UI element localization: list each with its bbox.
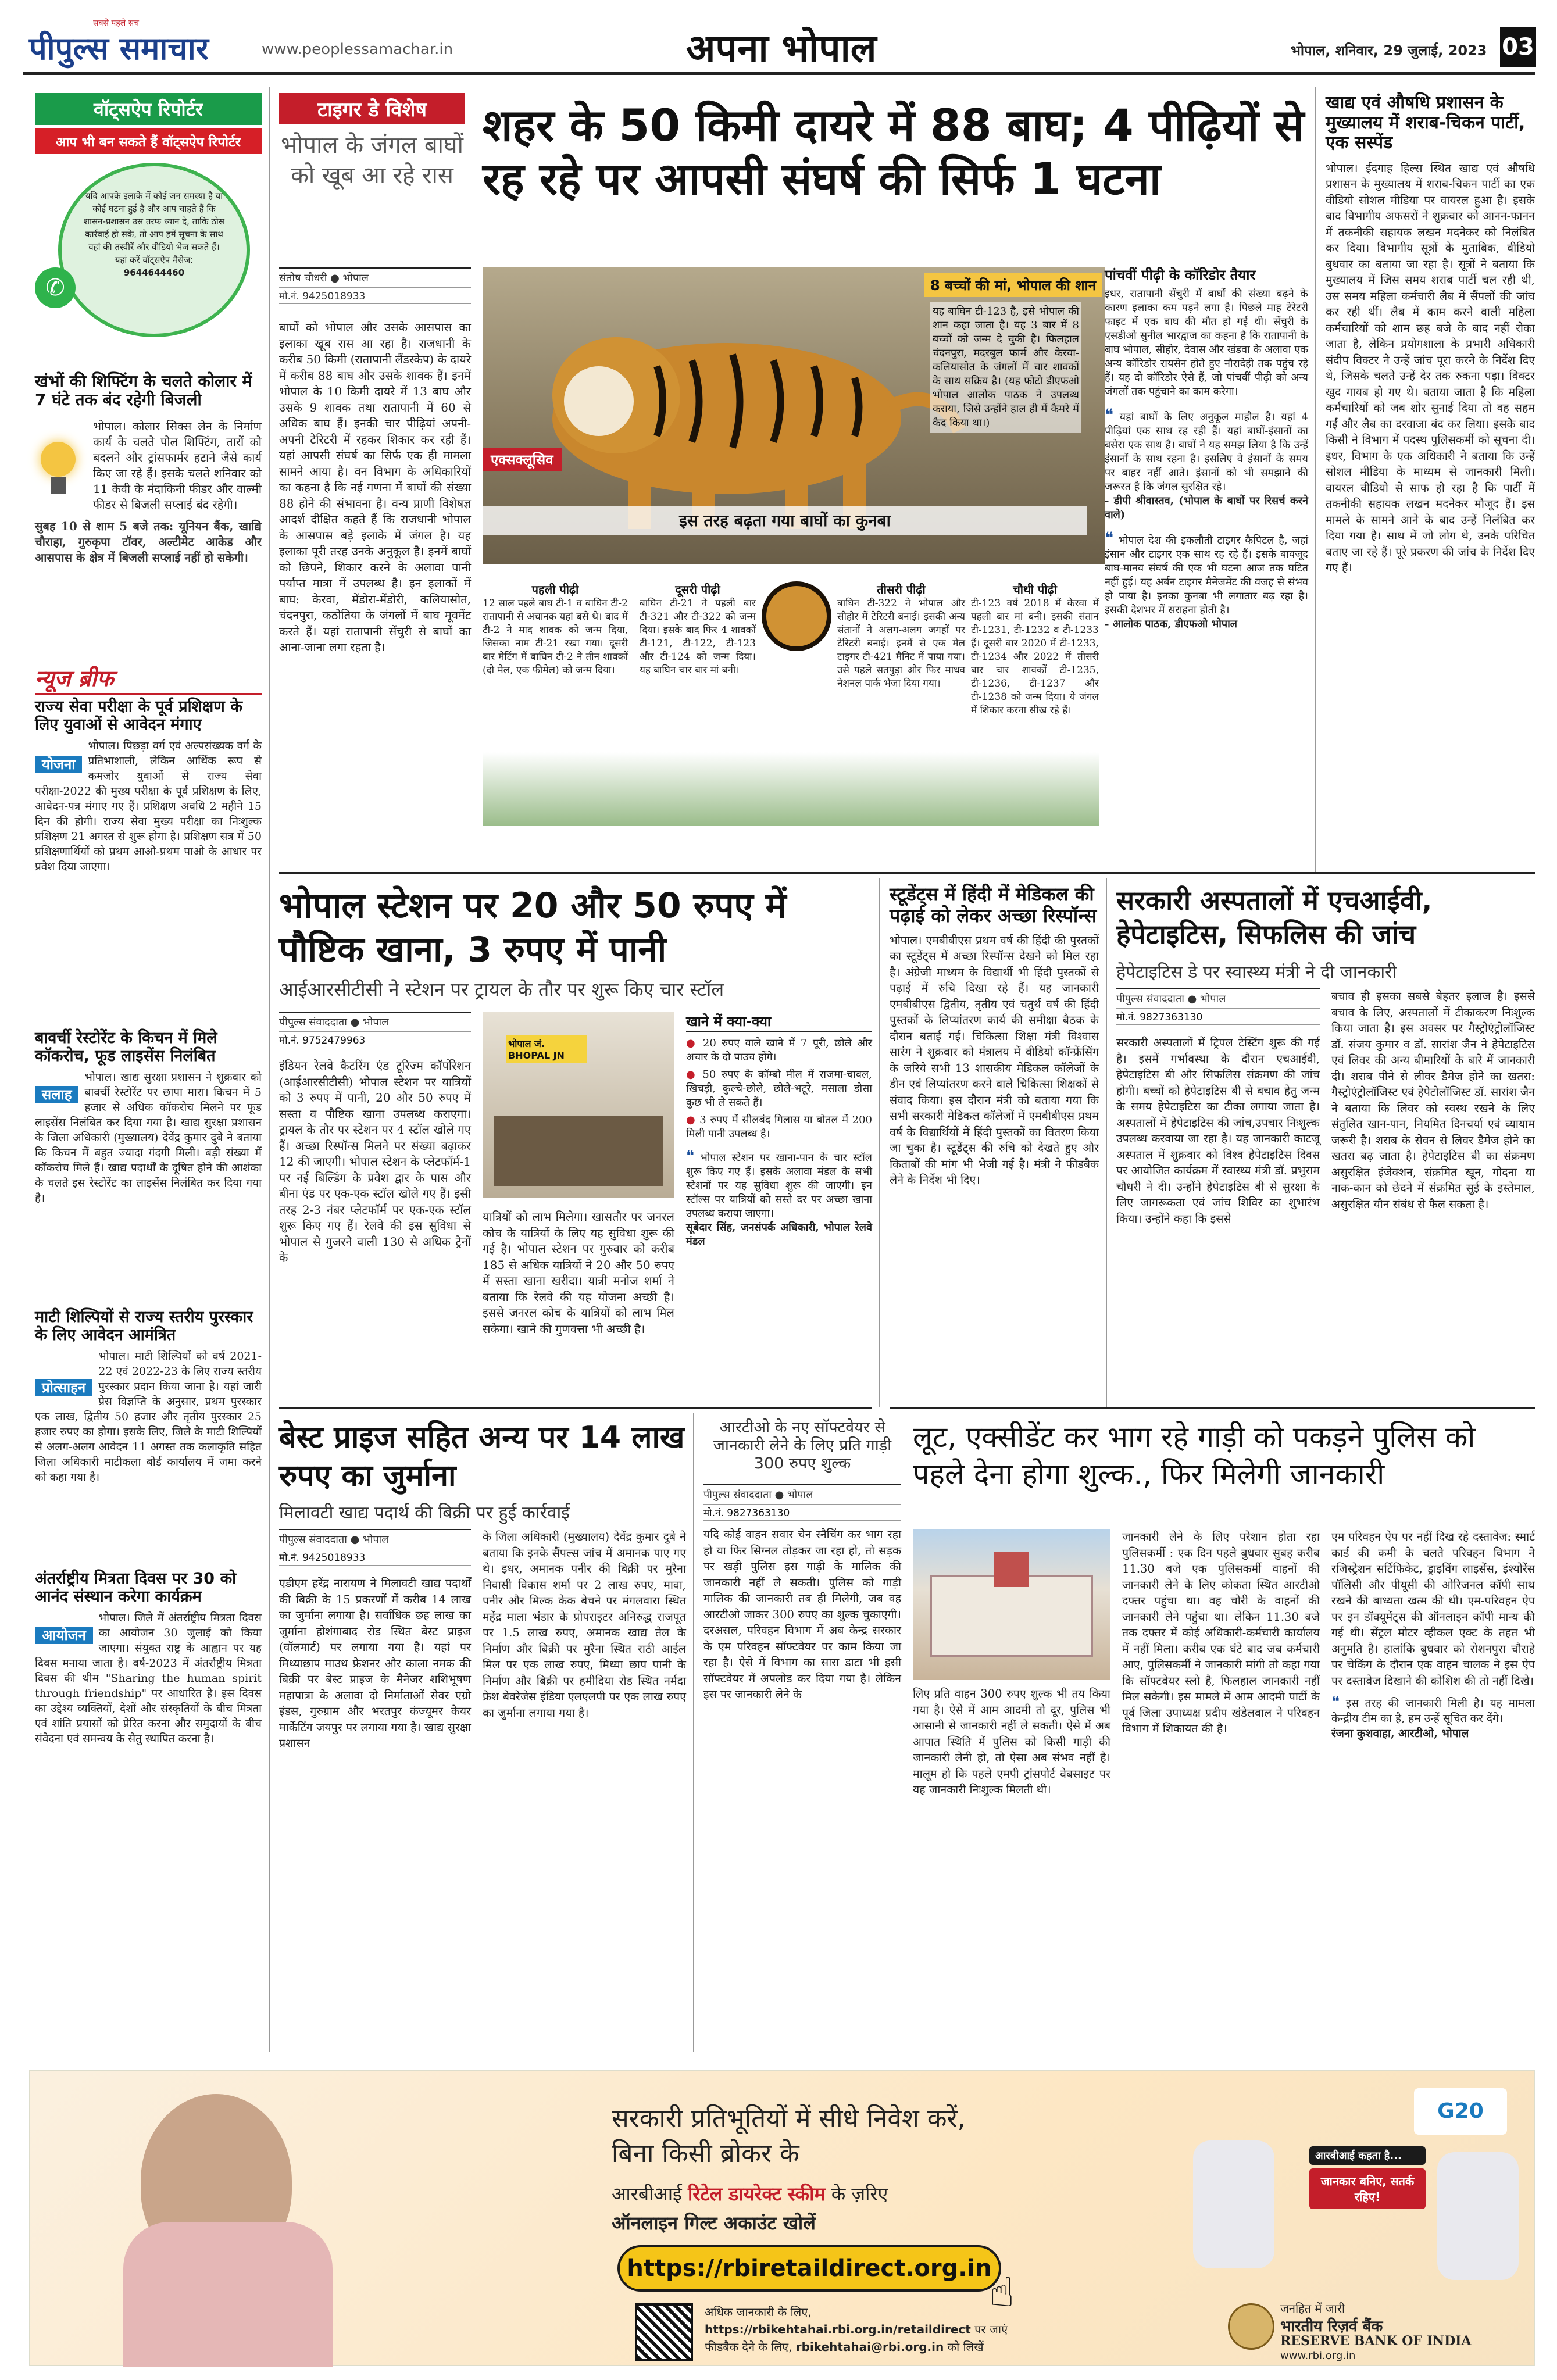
loot-body-1: जानकारी लेने के लिए परेशान होता रहा पुलिसकर्मी : एक दिन पहले बुधवार सुबह करीब 11.30 बजे एक पुलिसकर्मी वाहनों की जानकारी लेने के लिए कोकता स्थित आरटीओ दफ्तर पहुंचा था। वह चोरी के वाहनों की जानकारी लेने पहुंचा था। लेकिन 11.30 बजे तक दफ्तर में कोई अधिकारी-कर्मचारी कार्यालय में नहीं मिला। करीब एक घंटे बाद जब कर्मचारी आए, पुलिसकर्मी ने जानकारी मांगी तो कहा गया कि सॉफ्टवेयर स्लो है, फिलहाल जानकारी नहीं मिल सकेगी। इस मामले में आम आदमी पार्टी के पूर्व जिला उपाध्यक्ष प्रदीप खंडेलवाल ने परिवहन विभाग में शिकायत की है।: [1122, 1530, 1320, 1735]
masthead: [23, 17, 1535, 70]
hospitals-byline: [1116, 988, 1320, 1025]
tiger-byline: [279, 267, 471, 304]
station-body-1: इंडियन रेलवे कैटरिंग एंड टूरिज्म कॉर्पोरेशन (आईआरसीटीसी) भोपाल स्टेशन पर यात्रियों को 3 रुपए में पानी, 20 और 50 रुपए में सस्ता व पौष्टिक खाना उपलब्ध कराएगा। ट्रायल के तौर पर स्टेशन पर 4 स्टॉल खोले गए हैं। अच्छा रिस्पॉन्स मिलने पर संख्या बढ़ाकर 12 की जाएगी। भोपाल स्टेशन के प्लेटफॉर्म-1 पर नई बिल्डिंग के प्रवेश द्वार के पास और बीना एंड पर एक-एक स्टॉल खोले गए हैं। इसी तरह 2-3 नंबर प्लेटफॉर्म पर एक-एक स्टॉल शुरू किए गए हैं। रेलवे की इस सुविधा से भोपाल से गुजरने वाली 130 से अधिक ट्रेनों के: [279, 1059, 471, 1264]
rbi-mascot-right: [1437, 2152, 1519, 2280]
masthead-url[interactable]: www.peoplessamachar.in: [262, 41, 453, 58]
ad-line3: आरबीआई रिटेल डायरेक्ट स्कीम के ज़रिए: [612, 2183, 888, 2205]
ad-more-info: अधिक जानकारी के लिए, https://rbikehtahai.rbi.org.in/retaildirect पर जाएं फीडबैक देने के लिए, rbikehtahai@rbi.org.in को लिखें: [705, 2305, 1008, 2354]
hospitals-byline-name: पीपुल्स संवाददाता ● भोपाल: [1116, 988, 1320, 1009]
section-title: अपना भोपाल: [686, 26, 877, 71]
tiger-kicker: [279, 93, 465, 191]
brief-cockroach-body: सलाह भोपाल। खाद्य सुरक्षा प्रशासन ने शुक्रवार को बावर्ची रेस्टोरेंट पर छापा मारा। किचन में 5 हजार से अधिक कॉकरोच मिलने पर फूड लाइसेंस निलंबित कर दिया गया है। खाद्य सुरक्षा प्रशासन के जिला अधिकारी (मुख्यालय) देवेंद्र कुमार दुबे ने बताया कि किचन में बहुत ज्यादा गंदगी मिली। बड़ी संख्या में कॉकरोच मिले हैं। खाद्य पदार्थों के दूषित होने की आशंका के चलते इस रेस्टोरेंट का लाइसेंस निलंबित कर दिया गया है।: [35, 1071, 262, 1205]
ad-line4: ऑनलाइन गिल्ट अकाउंट खोलें: [612, 2212, 816, 2234]
whatsapp-bubble: यदि आपके इलाके में कोई जन समस्या है या कोई घटना हुई है और आप चाहते हैं कि शासन-प्रशासन उस तरफ ध्यान दे, ताकि ठोस कार्रवाई हो सके, तो आप हमें सूचना के साथ वहां की तस्वीरें और वीडियो भेज सकते हैं। यहां करें वॉट्सऐप मैसेज: 9644644460: [58, 163, 250, 337]
hospitals-body-2: बचाव ही इसका सबसे बेहतर इलाज है। इससे बचाव के लिए, अस्पतालों में टीकाकरण निःशुल्क किया जाता है। इस अवसर पर गैस्ट्रोएंट्रोलॉजिस्ट डॉ. संजय कुमार व डॉ. सारांश जैन ने हेपेटाइटिस एवं लिवर की अन्य बीमारियों के बारे में जानकारी दी। शराब पीने से लीवर डैमेज होने का खतरा: गैस्ट्रोएंट्रोलॉजिस्ट एवं हेपेटोलॉजिस्ट डॉ. सारांश जैन ने बताया कि लिवर को स्वस्थ रखने के लिए संतुलित खान-पान, नियमित दिनचर्या एवं व्यायाम जरूरी है। शराब के सेवन से लिवर डैमेज होने का खतरा बढ़ जाता है। हेपेटाइटिस बी का संक्रमण असुरक्षित इंजेक्शन, संक्रमित खून, गोदना या नाक-कान को छेदने में संक्रमित सुई के इस्तेमाल, असुरक्षित यौन संबंध से फैल सकता है।: [1331, 989, 1535, 1211]
exclusive-badge: एक्सक्लूसिव: [483, 448, 562, 471]
gen-2: [640, 581, 756, 677]
tiger-photo-text: यह बाघिन टी-123 है, इसे भोपाल की शान कहा जाता है। यह 3 बार में 8 बच्चों को जन्म दे चुकी है। फिलहाल चंदनपुरा, मदरबुल फार्म और केरवा-कलियासोत के जंगलों में चार शावकों के साथ सक्रिय है। (यह फोटो डीएफओ भोपाल आलोक पाठक ने उपलब्ध कराया, जिसे उन्होंने हाल ही में कैमरे में कैद किया था।): [930, 302, 1081, 433]
station-quote: ❝ भोपाल स्टेशन पर खाना-पान के चार स्टॉल शुरू किए गए हैं। इसके अलावा मंडल के सभी स्टेशनों पर यह सुविधा शुरू की जाएगी। इन स्टॉल्स पर यात्रियों को सस्ते दर पर अच्छा खाना उपलब्ध कराया जाएगा। सूबेदार सिंह, जनसंपर्क अधिकारी, भोपाल रेलवे मंडल: [686, 1148, 872, 1248]
bulb-icon: [41, 442, 81, 506]
station-headline: भोपाल स्टेशन पर 20 और 50 रुपए में पौष्टिक खाना, 3 रुपए में पानी: [279, 885, 787, 970]
fine-byline-mobile: मो.नं. 9425018933: [279, 1549, 471, 1566]
brief-cockroach-headline: बावर्ची रेस्टोरेंट के किचन में मिले कॉकरोच, फूड लाइसेंस निलंबित: [35, 1029, 217, 1066]
gen-2-label: दूसरी पीढ़ी: [675, 583, 720, 596]
rbi-issued-label: जनहित में जारी: [1280, 2302, 1345, 2315]
gen-1-label: पहली पीढ़ी: [531, 583, 579, 596]
loot-headline: लूट, एक्सीडेंट कर भाग रहे गाड़ी को पकड़ने पुलिस को पहले देना होगा शुल्क., फिर मिलेगी जानकारी: [913, 1420, 1476, 1491]
ad-pointer-icon: ☝: [990, 2268, 1015, 2316]
rto-story: [703, 1418, 901, 1703]
rto-body: यदि कोई वाहन सवार चेन स्नैचिंग कर भाग रहा हो या फिर सिग्नल तोड़कर जा रहा हो, तो सड़क पर खड़ी पुलिस इस गाड़ी के मालिक की जानकारी नहीं ले सकती। पुलिस को गाड़ी मालिक की जानकारी तब ही मिलेगी, जब वह आरटीओ जाकर 300 रुपए का शुल्क चुकाएगी। दरअसल, परिवहन विभाग में अब केन्द्र सरकार के एम परिवहन सॉफ्टवेयर पर काम किया जा रहा है। ऐसे में विभाग का सारा डाटा भी इसी सॉफ्टवेयर में अपलोड कर दिया गया है। लेकिन इस पर जानकारी लेने के: [703, 1528, 901, 1702]
whatsapp-subtitle: आप भी बन सकते हैं वॉट्सऐप रिपोर्टर: [35, 128, 262, 154]
rbi-emblem: [1228, 2303, 1274, 2350]
station-byline-name: पीपुल्स संवाददाता ● भोपाल: [279, 1012, 471, 1032]
brief-cockroach: [35, 1029, 262, 1206]
loot-quote: ❝ इस तरह की जानकारी मिली है। यह मामला केन्द्रीय टीम का है, हम उन्हें सूचित कर देंगे। रंजना कुशवाहा, आरटीओ, भोपाल: [1331, 1693, 1535, 1740]
whatsapp-title: वॉट्सऐप रिपोर्टर: [35, 93, 262, 125]
station-box-item: ● 50 रुपए के कॉम्बो मील में राजमा-चावल, खिचड़ी, कुल्चे-छोले, छोले-भटूरे, मसाला डोसा कुछ भी ले सकते हैं।: [686, 1068, 872, 1110]
rbi-advertisement: [29, 2070, 1535, 2366]
ad-bubble-line1: आरबीआई कहता है...: [1309, 2146, 1426, 2165]
gen-4: [971, 581, 1099, 717]
brief-artisans-tag: प्रोत्साहन: [35, 1379, 92, 1396]
tiger-photo-tag: 8 बच्चों की मां, भोपाल की शान: [924, 273, 1102, 297]
electricity-headline: खंभों की शिफ्टिंग के चलते कोलार में 7 घंटे तक बंद रहेगी बिजली: [35, 371, 252, 410]
hospitals-body-1: सरकारी अस्पतालों में ट्रिपल टेस्टिंग शुरू की गई है। इसमें गर्भावस्था के दौरान एचआईवी, हेपेटाइटिस बी और सिफलिस संक्रमण की जांच होगी। बच्चों को हेपेटाइटिस बी से बचाव हेतु जन्म के समय हेपेटाइटिस का टीका लगाया जाता है। अस्पतालों में हेपेटाइटिस की जांच,उपचार निःशुल्क उपलब्ध करवाया जा रहा है। यह जानकारी काटजू अस्पताल में शुक्रवार को विश्व हेपेटाइटिस दिवस पर आयोजित कार्यक्रम में स्वास्थ्य मंत्री डॉ. प्रभुराम चौधरी ने दी। उन्होंने हेपेटाइटिस बी से सुरक्षा के लिए जागरूकता एवं जांच शिविर का शुभारंभ किया। उन्होंने कहा कि इससे: [1116, 1036, 1320, 1225]
corridor-box: [1105, 267, 1308, 631]
hospitals-headline: सरकारी अस्पतालों में एचआईवी, हेपेटाइटिस, सिफलिस की जांच: [1116, 885, 1433, 950]
fine-byline: [279, 1529, 471, 1566]
rbi-name-english: RESERVE BANK OF INDIA: [1280, 2333, 1472, 2349]
brief-friendship-body: आयोजन भोपाल। जिले में अंतर्राष्ट्रीय मित्रता दिवस का आयोजन 30 जुलाई को किया जाएगा। संयुक्त राष्ट्र के आह्वान पर यह दिवस मनाया जाता है। वर्ष-2023 में अंतर्राष्ट्रीय मित्रता दिवस की थीम "Sharing the human spirit through friendship" पर आधारित है। इस दिवस का उद्देश्य व्यक्तियों, देशों और संस्कृतियों के बीच मित्रता एवं शांति प्रयासों को प्रेरित करना और समुदायों के बीच संवेदना एवं समन्वय के सेतु स्थापित करना है।: [35, 1611, 262, 1746]
fine-deck: मिलावटी खाद्य पदार्थ की बिक्री पर हुई कार्रवाई: [279, 1503, 570, 1523]
brief-exam-body: योजना भोपाल। पिछड़ा वर्ग एवं अल्पसंख्यक वर्ग के प्रतिभाशाली, लेकिन आर्थिक रूप से कमजोर युवाओं से राज्य सेवा परीक्षा-2022 की मुख्य परीक्षा के पूर्व प्रशिक्षण के लिए, आवेदन-पत्र मंगाए गए हैं। प्रशिक्षण अवधि 2 महीने 15 दिन की होगी। राज्य सेवा मुख्य परीक्षा का निःशुल्क प्रशिक्षण 21 अगस्त से शुरू होगा है। प्रशिक्षण सत्र में 50 प्रशिक्षणार्थियों को प्रथम आओ-प्रथम पाओ के आधार पर प्रवेश दिया जाएगा।: [35, 739, 262, 874]
photo-caption: इस तरह बढ़ता गया बाघों का कुनबा: [483, 506, 1087, 535]
students-story: [890, 884, 1099, 1188]
brief-friendship-tag: आयोजन: [35, 1627, 93, 1644]
station-box-title: खाने में क्या-क्या: [686, 1012, 872, 1032]
brief-cockroach-tag: सलाह: [35, 1086, 78, 1103]
tiger-face-icon: [762, 581, 831, 651]
quote-srivastava: ❝ यहां बाघों के लिए अनुकूल माहौल है। यहां 4 पीढ़ियां एक साथ रह रही हैं। यहां बाघों-इंसानों का बसेरा एक साथ है। बाघों ने यह समझ लिया है कि उन्हें इंसानों के साथ रहना है। इसलिए वे इंसानों के समय पर बाहर नहीं आते। इंसानों को भी समझाने की जरूरत है कि जंगल सुरक्षित रहे। - डीपी श्रीवास्तव, (भोपाल के बाघों पर रिसर्च करने वाले): [1105, 405, 1308, 521]
generations: [483, 581, 1099, 826]
ad-bubble-line2: जानकार बनिए, सतर्क रहिए!: [1309, 2168, 1426, 2209]
station-byline-mobile: मो.नं. 9752479963: [279, 1032, 471, 1048]
ad-more-url[interactable]: https://rbikehtahai.rbi.org.in/retaildirect: [705, 2322, 971, 2336]
gen-3-text: बाघिन टी-322 ने भोपाल और सीहोर में टेरिटरी बनाई। इसकी अन्य संतानों ने अलग-अलग जगहों पर टेरिटरी बनाई। इनमें से एक मेल टाइगर टी-421 मैनिट में पाया गया। उसे पहले सतपुड़ा और फिर माधव नेशनल पार्क भेजा दिया गया।: [837, 598, 965, 689]
masthead-tagline: सबसे पहले सच: [93, 19, 140, 28]
electricity-note: सुबह 10 से शाम 5 बजे तक: यूनियन बैंक, खाद्यि चौराहा, गुरुकृपा टॉवर, अल्टीमेट आकेड और आसपास के क्षेत्र में बिजली सप्लाई नहीं हो सकेगी।: [35, 519, 262, 565]
tiger-headline: शहर के 50 किमी दायरे में 88 बाघ; 4 पीढ़ियों से रह रहे पर आपसी संघर्ष की सिर्फ 1 घटना: [483, 99, 1305, 205]
brief-friendship: [35, 1570, 262, 1746]
brief-artisans-body: प्रोत्साहन भोपाल। माटी शिल्पियों को वर्ष 2021-22 एवं 2022-23 के लिए राज्य स्तरीय पुरस्कार प्रदान किया जाना है। यहां जारी प्रेस विज्ञप्ति के अनुसार, प्रथम पुरस्कार एक लाख, द्वितीय 50 हजार और तृतीय पुरस्कार 25 हजार रुपए का होगा। इसके लिए, जिले के माटी शिल्पियों से अलग-अलग आवेदन 11 अगस्त तक कलाकृति सहित जिला अधिकारी माटीकला बोर्ड कार्यालय में जमा करने को कहा गया है।: [35, 1350, 262, 1484]
station-byline: [279, 1012, 471, 1048]
gen-2-text: बाघिन टी-21 ने पहली बार टी-321 और टी-322 को जन्म दिया। इसके बाद फिर 4 शावकों टी-121, टी-122, टी-123 और टी-124 को जन्म दिया। यह बाघिन चार बार मां बनी।: [640, 598, 756, 676]
station-photo: [483, 1012, 674, 1198]
station-sign: भोपाल जं. BHOPAL JN: [506, 1035, 587, 1063]
gen-4-label: चौथी पीढ़ी: [1013, 583, 1057, 596]
issue-date: भोपाल, शनिवार, 29 जुलाई, 2023: [1291, 42, 1487, 59]
brief-friendship-headline: अंतर्राष्ट्रीय मित्रता दिवस पर 30 को आनंद संस्थान करेगा कार्यक्रम: [35, 1570, 237, 1606]
rbi-mascot-left: [1193, 2140, 1274, 2268]
rto-body-2: लिए प्रति वाहन 300 रुपए शुल्क भी तय किया गया है। ऐसे में आम आदमी तो दूर, पुलिस भी आसानी से जानकारी नहीं ले सकती। ऐसे में अब आपात स्थिति में पुलिस को किसी गाड़ी की जानकारी लेनी हो, तो ऐसा अब संभव नहीं है। मालूम हो कि पहले एमपी ट्रांसपोर्ट वेबसाइट पर यह जानकारी निःशुल्क मिलती थी।: [913, 1687, 1110, 1796]
rbi-name-hindi: भारतीय रिज़र्व बैंक: [1280, 2318, 1383, 2335]
tiger-byline-name: संतोष चौधरी ● भोपाल: [279, 267, 471, 288]
brief-exam-headline: राज्य सेवा परीक्षा के पूर्व प्रशिक्षण के लिए युवाओं से आवेदन मंगाए: [35, 698, 242, 734]
tiger-kicker-sub: भोपाल के जंगल बाघों को खूब आ रहे रास: [280, 132, 464, 189]
rbi-url[interactable]: www.rbi.org.in: [1280, 2350, 1356, 2362]
tiger-kicker-label: टाइगर डे विशेष: [279, 93, 465, 124]
station-box: [686, 1012, 872, 1249]
food-safety-headline: खाद्य एवं औषधि प्रशासन के मुख्यालय में शराब-चिकन पार्टी, एक सस्पेंड: [1326, 92, 1526, 153]
station-box-list: [686, 1037, 872, 1141]
food-safety-story: [1326, 93, 1535, 576]
rto-byline-mobile: मो.नं. 9827363130: [703, 1505, 901, 1521]
whatsapp-reporter-box: [35, 93, 262, 355]
tiger-body: बाघों को भोपाल और उसके आसपास का इलाका खूब रास आ रहा है। राजधानी के करीब 50 किमी (रातापानी लैंडस्केप) के दायरे में करीब 88 बाघ और उसके शावक हैं। इनमें भोपाल के 10 किमी दायरे में 13 बाघ और उसके 9 शावक तथा रातापानी में 60 से अधिक बाघ हैं। इनकी चार पीढ़ियां अपनी-अपनी टेरिटरी में रहकर शिकार कर रही हैं। यहां आपसी संघर्ष का सिर्फ एक ही मामला सामने आया है। वन विभाग के अधिकारियों का कहना है कि नई गणना में बाघों की संख्या 88 होने की संभावना है। वन्य प्राणी विशेषज्ञ आदर्श दीक्षित कहते हैं कि राजधानी भोपाल के आसपास बड़े इलाके में जंगल है। यह इलाका पूरी तरह उनके अनुकूल है। इनमें बाघों को छिपने, शिकार करने के अलावा पानी पर्याप्त मात्रा में उपलब्ध है। इन इलाकों में बाघ: केरवा, मेंडोरा-मेंडोरी, कलियासोत, चंदनपुरा, कठोतिया के जंगलों में बाघ मूवमेंट करते हैं। यहां रातापानी सेंचुरी से बाघों का आना-जाना लगा रहता है।: [279, 320, 471, 654]
news-brief-title: न्यूज ब्रीफ: [35, 663, 262, 695]
fine-body-2: के जिला अधिकारी (मुख्यालय) देवेंद्र कुमार दुबे ने बताया कि इनके सैंपल्स जांच में अमानक पाए गए थे। इधर, अमानक पनीर की बिक्री पर मुरैना निवासी विकास शर्मा पर 2 लाख रुपए, मावा, पनीर और मिल्क केक बेचने पर मंगलवारा स्थित महेंद्र माला भंडार के प्रोपराइटर अनिरुद्ध राजपूत पर 1.5 लाख रुपए, अमानक खाद्य तेल के निर्माण और बिक्री पर मुरैना स्थित राठी आईल मिल पर एक लाख रुपए, मिथ्या छाप पानी के निर्माण और बिक्री पर हमीदिया रोड स्थित नर्मदा फ्रेश बेवरेजेस इंडिया एलएलपी पर एक लाख रुपए का जुर्माना लगाया गया है।: [483, 1530, 686, 1720]
electricity-story: [35, 372, 262, 566]
gen-1: [483, 581, 628, 677]
gen-3: [837, 581, 965, 691]
corridor-headline: पांचवीं पीढ़ी के कॉरिडोर तैयार: [1105, 267, 1256, 283]
ad-qr-code[interactable]: [635, 2303, 693, 2361]
brief-exam: [35, 698, 262, 874]
ad-line1: सरकारी प्रतिभूतियों में सीधे निवेश करें,: [612, 2104, 966, 2134]
ad-person-photo: [53, 2082, 426, 2367]
students-headline: स्टूडेंट्स में हिंदी में मेडिकल की पढ़ाई को लेकर अच्छा रिस्पॉन्स: [890, 883, 1097, 927]
fine-body-1: एडीएम हरेंद्र नारायण ने मिलावटी खाद्य पदार्थों की बिक्री के 15 प्रकरणों में करीब 14 लाख का जुर्माना लगाया है। सर्वाधिक छह लाख का जुर्माना होशंगाबाद रोड स्थित बेस्ट प्राइज (वॉलमार्ट) पर लगाया गया है। यहां पर मिथ्याछाप माउथ फ्रेशनर और काला नमक की बिक्री पर बेस्ट प्राइज के मैनेजर शशिभूषण महापात्रा के अलावा दो निर्माताओं सेवर एग्रो इंडस, गुरुग्राम और भरतपुर कंज्यूमर केयर मार्केटिंग जयपुर पर लगाया गया है। खाद्य सुरक्षा प्रशासन: [279, 1577, 471, 1750]
whatsapp-phone-icon: ✆: [35, 267, 76, 308]
loot-col-3: [1331, 1529, 1535, 1741]
brief-exam-tag: योजना: [35, 756, 82, 773]
gen-1-text: 12 साल पहले बाघ टी-1 व बाघिन टी-2 रातापानी से अचानक यहां बसे थे। बाद में टी-2 ने माद शावक को जन्म दिया, जिसका नाम टी-21 रखा गया। दूसरी बार मेटिंग में बाघिन टी-2 ने तीन शावकों (दो मेल, एक फीमेल) को जन्म दिया।: [483, 598, 628, 676]
station-body-2: यात्रियों को लाभ मिलेगा। खासतौर पर जनरल कोच के यात्रियों के लिए यह सुविधा शुरू की गई है। भोपाल स्टेशन पर गुरुवार को करीब 185 से अधिक यात्रियों ने 20 और 50 रुपए में सस्ता खाना खरीदा। यात्री मनोज शर्मा ने बताया कि रेलवे की यह योजना अच्छी है। इससे जनरल कोच के यात्रियों को लाभ मिल सकेगा। खाने की गुणवत्ता भी अच्छी है।: [483, 1210, 674, 1336]
electricity-body: भोपाल। कोलार सिक्स लेन के निर्माण कार्य के चलते पोल शिफ्टिंग, तारों को बदलने और ट्रांसफार्मर हटाने जैसे कार्य किए जा रहे हैं। इसके चलते शनिवार को 11 केवी के मंदाकिनी फीडर और वाल्मी फीडर से बिजली सप्लाई बंद रहेगी।: [93, 419, 262, 512]
hospitals-byline-mobile: मो.नं. 9827363130: [1116, 1009, 1320, 1025]
station-deck: आईआरसीटीसी ने स्टेशन पर ट्रायल के तौर पर शुरू किए चार स्टॉल: [279, 978, 724, 1000]
students-body: भोपाल। एमबीबीएस प्रथम वर्ष की हिंदी की पुस्तकों का स्टूडेंट्स में अच्छा रिस्पॉन्स देखने को मिल रहा है। अंग्रेजी माध्यम के विद्यार्थी भी हिंदी पुस्तकों से पढ़ाई में रुचि दिखा रहे हैं। यह जानकारी एमबीबीएस द्वितीय, तृतीय एवं चतुर्थ वर्ष की हिंदी पुस्तकों के लिप्यांतरण कार्य की समीक्षा बैठक के दौरान बताई गई। चिकित्सा शिक्षा मंत्री विश्वास सारंग ने शुक्रवार को मंत्रालय में वीडियो कॉन्फ्रेंसिंग के जरिये सभी 13 शासकीय मेडिकल कॉलेजों के डीन एवं लिप्यांतरण करने वाले चिकित्सा शिक्षकों से संवाद किया। इस दौरान मंत्री को बताया गया कि सभी सरकारी मेडिकल कॉलेजों में एमबीबीएस प्रथम वर्ष के विद्यार्थियों में हिंदी पुस्तकों का वितरण किया जा चुका है। स्टूडेंट्स की रुचि को देखते हुए और किताबों की मांग भी भेजी गई है। मंत्री ने फीडबैक लेने के निर्देश भी दिए।: [890, 933, 1099, 1187]
corridor-body: इधर, रातापानी सेंचुरी में बाघों की संख्या बढ़ने के कारण इलाका कम पड़ने लगा है। पिछले माह टेरेटरी फाइट में एक बाघ की मौत हो गई थी। सेंचुरी के एसडीओ सुनील भारद्वाज का कहना है कि रातापानी के बाघ भोपाल, सीहोर, देवास और खंडवा के अलावा एक अन्य कॉरिडोर रायसेन होते हुए नौरादेही तक पहुंच रहे हैं। यह दो कॉरिडोर ऐसे हैं, जो पांचवीं पीढ़ी को अन्य जंगलों तक पहुंचाने का काम करेगा।: [1105, 287, 1308, 398]
ad-line2: बिना किसी ब्रोकर के: [612, 2139, 799, 2168]
gen-4-text: टी-123 वर्ष 2018 में केरवा में पहली बार मां बनी। इसकी संतान टी-1231, टी-1232 व टी-1233 हैं। दूसरी बार 2020 में टी-1233, टी-1234 और 2022 में तीसरी बार चार शावकों टी-1235, टी-1236, टी-1237 और टी-1238 को जन्म दिया। ये जंगल में शिकार करना सीख रहे हैं।: [971, 598, 1099, 716]
station-box-item: ● 20 रुपए वाले खाने में 7 पूरी, छोले और अचार के दो पाउच होंगे।: [686, 1037, 872, 1064]
rto-office-photo: [913, 1529, 1110, 1680]
fine-byline-name: पीपुल्स संवाददाता ● भोपाल: [279, 1529, 471, 1549]
ad-url-button[interactable]: https://rbiretaildirect.org.in: [617, 2245, 1001, 2292]
station-box-item: ● 3 रुपए में सीलबंद गिलास या बोतल में 200 मिली पानी उपलब्ध है।: [686, 1113, 872, 1141]
loot-body-2: एम परिवहन ऐप पर नहीं दिख रहे दस्तावेज: स्मार्ट कार्ड की कमी के चलते परिवहन विभाग ने रजिस्ट्रेशन सर्टिफिकेट, ड्राइविंग लाइसेंस, इंश्योरेंस पॉलिसी और पीयूसी की ओरिजनल कॉपी साथ रखने की बाध्यता खत्म की थी। एम-परिवहन ऐप पर इन डॉक्यूमेंट्स की ऑनलाइन कॉपी मान्य की गई थी। सेंट्रल मोटर व्हीकल एक्ट के तहत भी अनुमति है। हालांकि बुधवार को रोशनपुरा चौराहे पर चेकिंग के दौरान एक वाहन चालक ने इस ऐप पर दस्तावेज दिखाने की कोशिश की तो नहीं दिखे।: [1331, 1530, 1535, 1688]
gen-3-label: तीसरी पीढ़ी: [877, 583, 926, 596]
page-number: 03: [1500, 27, 1536, 67]
rto-byline-name: पीपुल्स संवाददाता ● भोपाल: [703, 1484, 901, 1505]
hospitals-deck: हेपेटाइटिस डे पर स्वास्थ्य मंत्री ने दी जानकारी: [1116, 962, 1397, 982]
ad-speech-bubble: [1309, 2146, 1426, 2209]
food-safety-body: भोपाल। ईदगाह हिल्स स्थित खाद्य एवं औषधि प्रशासन के मुख्यालय में शराब-चिकन पार्टी का एक वीडियो सोशल मीडिया पर वायरल हुआ है। इसके बाद विभागीय अफसरों ने शुक्रवार को आनन-फानन में तकनीकी सहायक लखन मदनेकर को निलंबित कर दिया। विभागीय सूत्रों के मुताबिक, वीडियो बुधवार का बताया जा रहा है। सूत्रों ने बताया कि मुख्यालय में जिस समय शराब पार्टी चल रही थी, उस समय महिला कर्मचारी लैब में सैंपलों की जांच कर रही थीं। लैब में काम करने वाली महिला कर्मचारियों को शाम छह बजे के बाद नहीं रोका जाता है, लेकिन प्रयोगशाला के प्रभारी अधिकारी संदीप विक्टर ने उन्हें जांच पूरा करने के निर्देश दिए थे, जिसके चलते उन्हें देर तक रुकना पड़ा। विक्टर खुद गायब हो गए थे। बताया जाता है कि महिला कर्मचारियों को जब शोर सुनाई दिया तो वह सहम गईं और लैब का दरवाजा बंद कर लिया। इसके बाद किसी ने विभाग में पदस्थ पुलिसकर्मी को सूचना दी। इधर, विभाग के एक अधिकारी ने बताया कि उन्हें सोशल मीडिया के माध्यम से जानकारी मिली। वायरल वीडियो से साफ हो रहा है कि पार्टी में तकनीकी सहायक लखन मदनेकर मौजूद हैं। इस मामले के सामने आने के बाद उन्हें निलंबित कर दिया गया है। साथ में जो लोग थे, उनके परिचित बताए जा रहे हैं। पूरे प्रकरण की जांच के निर्देश दिए गए हैं।: [1326, 161, 1535, 574]
rto-headline: आरटीओ के नए सॉफ्टवेयर से जानकारी लेने के लिए प्रति गाड़ी 300 रुपए शुल्क: [713, 1418, 892, 1473]
ad-feedback-email[interactable]: rbikehtahai@rbi.org.in: [795, 2340, 944, 2354]
tiger-byline-mobile: मो.नं. 9425018933: [279, 288, 471, 304]
g20-logo: G20: [1414, 2088, 1507, 2135]
fine-headline: बेस्ट प्राइज सहित अन्य पर 14 लाख रुपए का जुर्माना: [279, 1420, 685, 1493]
brief-artisans-headline: माटी शिल्पियों से राज्य स्तरीय पुरस्कार के लिए आवेदन आमंत्रित: [35, 1308, 253, 1345]
brand-logo: पीपुल्स समाचार: [29, 30, 209, 67]
brief-artisans: [35, 1308, 262, 1485]
quote-pathak: ❝ भोपाल देश की इकलौती टाइगर कैपिटल है, जहां इंसान और टाइगर एक साथ रह रहे हैं। इसके बावजूद बाघ-मानव संघर्ष की एक भी घटना आज तक घटित नहीं हुई। यह अर्बन टाइगर मैनेजमेंट की वजह से संभव हो पाया है। इनका कुनबा भी लगातार बढ़ रहा है। इसकी देशभर में सराहना होती है। - आलोक पाठक, डीएफओ भोपाल: [1105, 528, 1308, 630]
whatsapp-phone[interactable]: 9644644460: [123, 267, 185, 278]
